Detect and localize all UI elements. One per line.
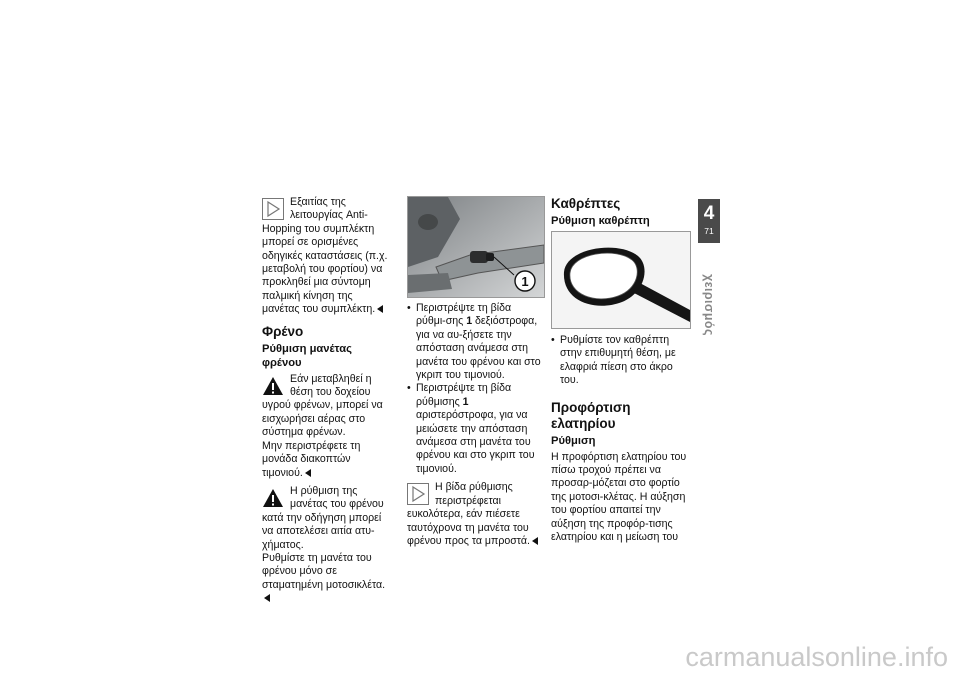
note-triangle-icon bbox=[262, 198, 284, 220]
warning-text: Ρυθμίστε τη μανέτα του φρένου μόνο σε σταματημένη μοτοσικλέτα. bbox=[262, 551, 386, 591]
end-mark-icon bbox=[305, 469, 311, 477]
list-item: • Ρυθμίστε τον καθρέπτη στην επιθυμητή θέση, με ελαφριά πίεση στο άκρο του. bbox=[551, 334, 691, 388]
chapter-tab bbox=[698, 199, 720, 243]
watermark: carmanualsonline.info bbox=[685, 642, 948, 672]
warning-icon bbox=[262, 375, 284, 397]
mirror-illustration bbox=[552, 232, 690, 328]
list-item: • Περιστρέψτε τη βίδα ρύθμι-σης 1 δεξιόστροφα, για να αυ-ξήσετε την απόσταση ανάμεσα στη μανέτα του φρένου και στο γκριπ του τιμονιού. bbox=[407, 302, 543, 382]
brake-lever-photo bbox=[407, 196, 545, 298]
body-text: Η προφόρτιση ελατηρίου του πίσω τροχού πρέπει να προσαρ-μόζεται στο φορτίο της μοτοσι-κλέτας. Η αύξηση του φορτίου απαιτεί την αύξηση της προφόρ-τισης ελατηρίου και η μείωση του bbox=[551, 450, 687, 544]
end-mark-icon bbox=[264, 594, 270, 602]
section-heading-mirrors: Καθρέπτες bbox=[551, 196, 621, 211]
column-1 bbox=[262, 196, 392, 606]
warning-text: Εάν μεταβληθεί η θέση του δοχείου υγρού φρένων, μπορεί να εισχωρήσει αέρας στο σύστημα φρένων. bbox=[262, 372, 383, 439]
callout-ref: 1 bbox=[466, 315, 473, 328]
callout-number: 1 bbox=[521, 274, 529, 289]
note-text: Εξαιτίας της λειτουργίας Anti-Hopping του συμπλέκτη μπορεί σε ορισμένες οδηγικές καταστάσεις (π.χ. μεταβολή του φορτίου) να προκληθεί μια σύντομη παλμική κίνηση της μανέτας του συμπλέκτη. bbox=[262, 196, 388, 316]
section-heading-spring-preload: Προφόρτιση ελατηρίου bbox=[551, 399, 631, 431]
end-mark-icon bbox=[377, 305, 383, 313]
warning-text: Μην περιστρέφετε τη μονάδα διακοπτών τιμονιού. bbox=[262, 439, 361, 479]
end-mark-icon bbox=[532, 537, 538, 545]
warning-adjust-riding bbox=[262, 485, 392, 606]
column-3 bbox=[551, 196, 691, 544]
warning-icon bbox=[262, 487, 284, 509]
note-text: Η βίδα ρύθμισης περιστρέφεται ευκολότερα, εάν πιέσετε ταυτόχρονα τη μανέτα του φρένου προς τα μπροστά. bbox=[407, 481, 530, 547]
chapter-number: 4 bbox=[703, 203, 715, 224]
subheading-brake-lever: Ρύθμιση μανέτας φρένου bbox=[262, 342, 352, 369]
subheading-adjustment: Ρύθμιση bbox=[551, 434, 596, 447]
warning-text: Η ρύθμιση της μανέτας του φρένου κατά την οδήγηση μπορεί να αποτελέσει αιτία ατυ-χήματος. bbox=[262, 484, 384, 551]
page-number: 71 bbox=[704, 226, 714, 236]
adjustment-steps bbox=[407, 302, 543, 476]
column-2 bbox=[407, 196, 543, 548]
note-antihopping bbox=[262, 196, 392, 317]
mirror-photo bbox=[551, 231, 691, 329]
warning-brake-fluid bbox=[262, 373, 392, 480]
note-screw bbox=[407, 481, 543, 548]
callout-ref: 1 bbox=[462, 395, 469, 408]
subheading-mirror-adjust: Ρύθμιση καθρέπτη bbox=[551, 215, 650, 227]
brake-lever-illustration bbox=[408, 197, 544, 297]
note-triangle-icon bbox=[407, 483, 429, 505]
list-item: • Περιστρέψτε τη βίδα ρύθμισης 1 αριστερόστροφα, για να μειώσετε την απόσταση ανάμεσα στη μανέτα του φρένου και στο γκριπ του τιμονιού. bbox=[407, 382, 543, 476]
section-heading-brake: Φρένο bbox=[262, 323, 304, 339]
side-section-label: χειρισμός bbox=[702, 274, 716, 336]
mirror-steps bbox=[551, 334, 691, 388]
